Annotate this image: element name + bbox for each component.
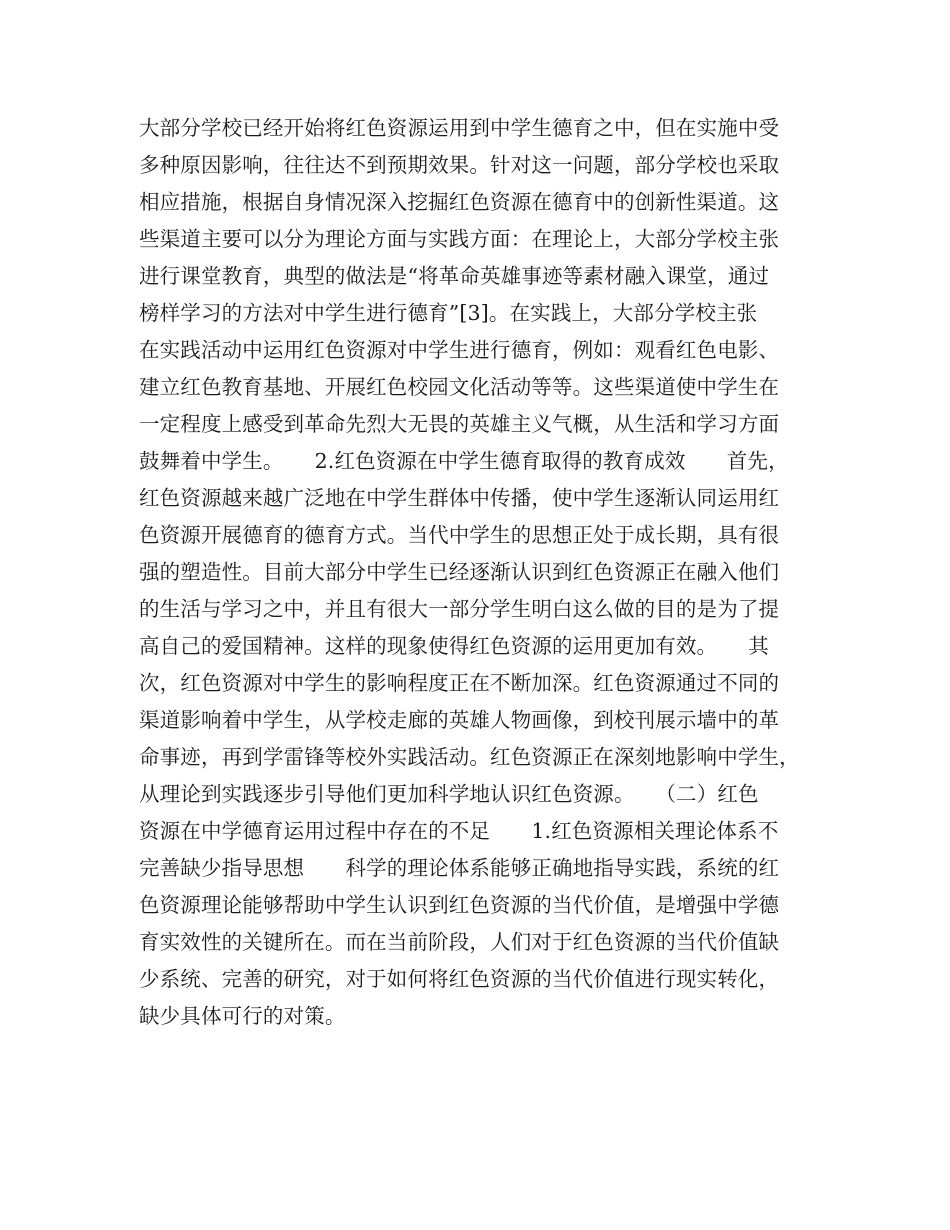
text-line: 榜样学习的方法对中学生进行德育”[3]。在实践上，大部分学校主张 <box>139 301 758 325</box>
text-line: 建立红色教育基地、开展红色校园文化活动等等。这些渠道使中学生在 <box>139 375 780 399</box>
text-line: 鼓舞着中学生。 2.红色资源在中学生德育取得的教育成效 首先， <box>139 449 789 473</box>
text-line: 渠道影响着中学生，从学校走廊的英雄人物画像，到校刊展示墙中的革 <box>139 708 780 732</box>
text-line: 强的塑造性。目前大部分中学生已经逐渐认识到红色资源正在融入他们 <box>139 560 780 584</box>
text-line: 的生活与学习之中，并且有很大一部分学生明白这么做的目的是为了提 <box>139 597 780 621</box>
text-line: 次，红色资源对中学生的影响程度正在不断加深。红色资源通过不同的 <box>139 671 780 695</box>
text-line: 相应措施，根据自身情况深入挖掘红色资源在德育中的创新性渠道。这 <box>139 190 780 214</box>
text-line: 完善缺少指导思想 科学的理论体系能够正确地指导实践，系统的红 <box>139 856 780 880</box>
text-line: 少系统、完善的研究，对于如何将红色资源的当代价值进行现实转化， <box>139 967 780 991</box>
text-line: 红色资源越来越广泛地在中学生群体中传播，使中学生逐渐认同运用红 <box>139 486 780 510</box>
body-paragraph <box>139 110 829 1035</box>
text-line: 在实践活动中运用红色资源对中学生进行德育，例如：观看红色电影、 <box>139 338 780 362</box>
text-line: 一定程度上感受到革命先烈大无畏的英雄主义气概，从生活和学习方面 <box>139 412 780 436</box>
text-line: 高自己的爱国精神。这样的现象使得红色资源的运用更加有效。 其 <box>139 634 769 658</box>
text-line: 多种原因影响，往往达不到预期效果。针对这一问题，部分学校也采取 <box>139 153 780 177</box>
text-line: 色资源开展德育的德育方式。当代中学生的思想正处于成长期，具有很 <box>139 523 780 547</box>
text-line: 些渠道主要可以分为理论方面与实践方面：在理论上，大部分学校主张 <box>139 227 780 251</box>
text-line: 缺少具体可行的对策。 <box>139 1004 346 1028</box>
text-line: 从理论到实践逐步引导他们更加科学地认识红色资源。 （二）红色 <box>139 782 759 806</box>
text-line: 命事迹，再到学雷锋等校外实践活动。红色资源正在深刻地影响中学生， <box>139 745 800 769</box>
text-line: 育实效性的关键所在。而在当前阶段，人们对于红色资源的当代价值缺 <box>139 930 780 954</box>
text-line: 色资源理论能够帮助中学生认识到红色资源的当代价值，是增强中学德 <box>139 893 780 917</box>
text-line: 进行课堂教育，典型的做法是“将革命英雄事迹等素材融入课堂，通过 <box>139 264 770 288</box>
text-line: 资源在中学德育运用过程中存在的不足 1.红色资源相关理论体系不 <box>139 819 779 843</box>
text-line: 大部分学校已经开始将红色资源运用到中学生德育之中，但在实施中受 <box>139 116 780 140</box>
